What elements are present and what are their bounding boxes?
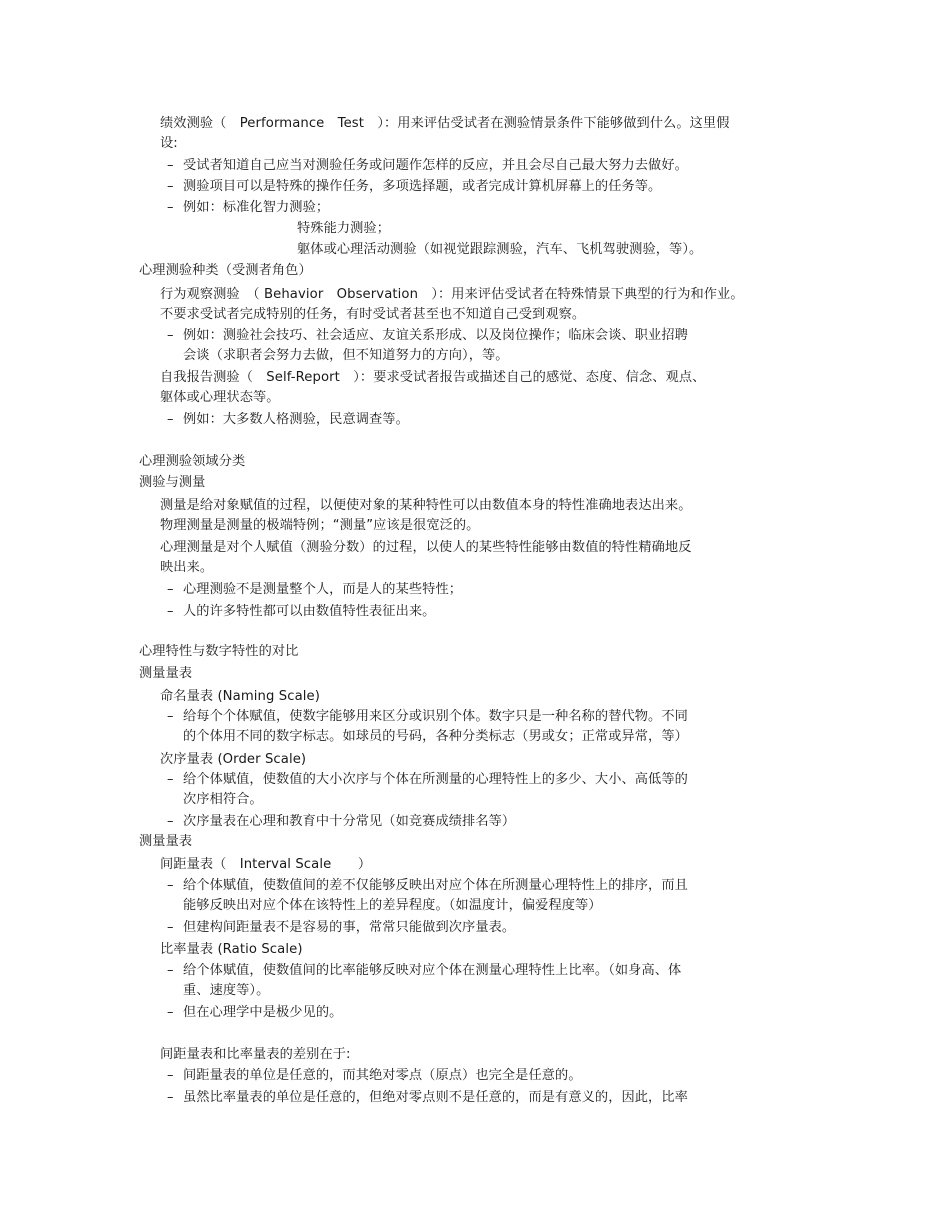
text-line: 设:	[160, 136, 178, 151]
bullet-dash: –	[167, 582, 174, 597]
text-line: 物理测量是测量的极端特例；“测量”应该是很宽泛的。	[160, 518, 480, 533]
bullet-item: 次序量表在心理和教育中十分常见（如竞赛成绩排名等）	[183, 814, 516, 829]
bullet-dash: –	[167, 814, 174, 829]
bullet-item: 例如：大多数人格测验，民意调查等。	[183, 412, 409, 427]
section-heading: 测量量表	[139, 666, 193, 681]
bullet-dash: –	[167, 200, 174, 215]
bullet-dash: –	[167, 1068, 174, 1083]
bullet-item: 例如：测验社会技巧、社会适应、友谊关系形成、以及岗位操作；临床会谈、职业招聘	[183, 328, 688, 343]
bullet-dash: –	[167, 412, 174, 427]
bullet-item: 给个体赋值，使数值间的差不仅能够反映出对应个体在所测量心理特性上的排序，而且	[183, 878, 688, 893]
bullet-item: 给个体赋值，使数值的大小次序与个体在所测量的心理特性上的多少、大小、高低等的	[183, 772, 688, 787]
text-line: 重、速度等）。	[183, 983, 270, 998]
text-line: 特殊能力测验；	[297, 221, 391, 236]
section-heading: 心理测验种类（受测者角色）	[139, 263, 312, 278]
text-line: 测量是给对象赋值的过程，以便使对象的某种特性可以由数值本身的特性准确地表达出来。	[160, 498, 692, 513]
bullet-dash: –	[167, 328, 174, 343]
section-heading: 心理测验领域分类	[139, 454, 246, 469]
bullet-dash: –	[167, 158, 174, 173]
bullet-dash: –	[167, 709, 174, 724]
text-line: 映出来。	[160, 560, 214, 575]
text-line: 躯体或心理状态等。	[160, 390, 280, 405]
text-line: 次序量表 (Order Scale)	[160, 752, 307, 767]
bullet-item: 虽然比率量表的单位是任意的，但绝对零点则不是任意的，而是有意义的，因此，比率	[183, 1090, 688, 1105]
bullet-item: 测验项目可以是特殊的操作任务，多项选择题，或者完成计算机屏幕上的任务等。	[183, 179, 662, 194]
text-line: 的个体用不同的数字标志。如球员的号码，各种分类标志（男或女；正常或异常，等）	[183, 729, 688, 744]
text-line: 比率量表 (Ratio Scale)	[160, 942, 303, 957]
bullet-item: 给个体赋值，使数值间的比率能够反映对应个体在测量心理特性上比率。（如身高、体	[183, 963, 682, 978]
text-line: 命名量表 (Naming Scale)	[160, 689, 320, 704]
bullet-dash: –	[167, 1090, 174, 1105]
bullet-item: 但在心理学中是极少见的。	[183, 1005, 343, 1020]
text-line: 自我报告测验（ Self-Report ）：要求受试者报告或描述自己的感觉、态度、信念、观点、	[160, 370, 706, 385]
section-heading: 测验与测量	[139, 475, 206, 490]
bullet-dash: –	[167, 963, 174, 978]
bullet-dash: –	[167, 604, 174, 619]
bullet-item: 给每个个体赋值，使数字能够用来区分或识别个体。数字只是一种名称的替代物。不同	[183, 709, 688, 724]
text-line: 次序相符合。	[183, 792, 263, 807]
text-line: 不要求受试者完成特别的任务，有时受试者甚至也不知道自己受到观察。	[160, 307, 586, 322]
bullet-item: 心理测验不是测量整个人，而是人的某些特性；	[183, 582, 463, 597]
bullet-dash: –	[167, 920, 174, 935]
section-heading: 测量量表	[139, 834, 193, 849]
bullet-item: 间距量表的单位是任意的，而其绝对零点（原点）也完全是任意的。	[183, 1068, 582, 1083]
bullet-item: 受试者知道自己应当对测验任务或问题作怎样的反应，并且会尽自己最大努力去做好。	[183, 158, 688, 173]
bullet-dash: –	[167, 878, 174, 893]
bullet-dash: –	[167, 772, 174, 787]
bullet-item: 人的许多特性都可以由数值特性表征出来。	[183, 604, 436, 619]
bullet-item: 但建构间距量表不是容易的事，常常只能做到次序量表。	[183, 920, 516, 935]
text-line: 间距量表（ Interval Scale ）	[160, 857, 372, 872]
text-line: 行为观察测验 （ Behavior Observation ）：用来评估受试者在特殊情景下典型的行为和作业。	[160, 287, 744, 302]
bullet-item: 例如：标准化智力测验；	[183, 200, 330, 215]
text-line: 能够反映出对应个体在该特性上的差异程度。（如温度计，偏爱程度等）	[183, 898, 602, 913]
text-line: 会谈（求职者会努力去做，但不知道努力的方向），等。	[183, 348, 509, 363]
bullet-dash: –	[167, 179, 174, 194]
bullet-dash: –	[167, 1005, 174, 1020]
text-line: 间距量表和比率量表的差别在于:	[160, 1047, 351, 1062]
text-line: 心理测量是对个人赋值（测验分数）的过程，以使人的某些特性能够由数值的特性精确地反	[160, 540, 692, 555]
text-line: 躯体或心理活动测验（如视觉跟踪测验，汽车、飞机驾驶测验，等）。	[297, 242, 703, 257]
text-line: 绩效测验（ Performance Test ）：用来评估受试者在测验情景条件下能够做到什么。这里假	[160, 116, 730, 131]
section-heading: 心理特性与数字特性的对比	[139, 644, 299, 659]
